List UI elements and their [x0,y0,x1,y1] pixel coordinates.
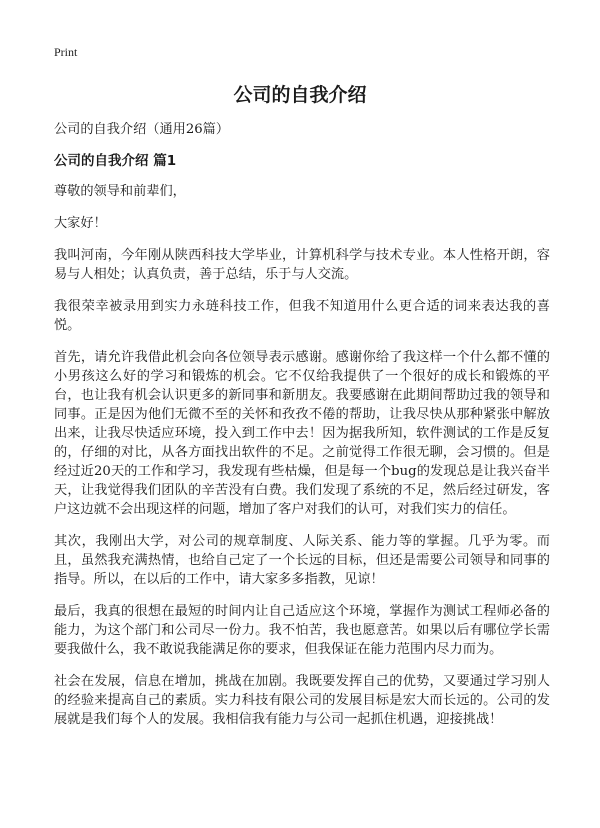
intro-paragraph: 我叫河南，今年刚从陕西科技大学毕业，计算机科学与技术专业。本人性格开朗，容易与人相处；认真负责，善于总结，乐于与人交流。 [54,248,550,282]
greeting-paragraph: 尊敬的领导和前辈们， [54,184,186,199]
print-link[interactable]: Print [54,45,78,59]
joy-paragraph: 我很荣幸被录用到实力永琏科技工作，但我不知道用什么更合适的词来表达我的喜悦。 [54,299,550,333]
document-subtitle: 公司的自我介绍（通用26篇） [54,122,230,137]
hello-paragraph: 大家好！ [54,216,107,231]
closing-paragraph: 社会在发展，信息在增加，挑战在加剧。我既要发挥自己的优势，又要通过学习别人的经验来提高自己的素质。实力科技有限公司的发展目标是宏大而长远的。公司的发展就是我们每个人的发展。我相信我有能力与公司一起抓住机遇，迎接挑战！ [54,674,550,727]
document-body [54,120,550,742]
second-paragraph: 其次，我刚出大学，对公司的规章制度、人际关系、能力等的掌握。几乎为零。而且，虽然我充满热情，也给自己定了一个长远的目标，但还是需要公司领导和同事的指导。所以，在以后的工作中，请大家多多指教，见谅！ [54,534,550,587]
section-heading: 公司的自我介绍 篇1 [54,153,177,169]
thanks-paragraph: 首先，请允许我借此机会向各位领导表示感谢。感谢你给了我这样一个什么都不懂的小男孩这么好的学习和锻炼的机会。它不仅给我提供了一个很好的成长和锻炼的平台，也让我有机会认识更多的新同事和新朋友。我要感谢在此期间帮助过我的领导和同事。正是因为他们无微不至的关怀和孜孜不倦的帮助，让我尽快从那种紧张中解放出来，让我尽快适应环境，投入到工作中去！因为据我所知，软件测试的工作是反复的，仔细的对比，从各方面找出软件的不足。之前觉得工作很无聊，会习惯的。但是经过近20天的工作和学习，我发现有些枯燥，但是每一个bug的发现总是让我兴奋半天，让我觉得我们团队的辛苦没有白费。我们发现了系统的不足，然后经过研发，客户这边就不会出现这样的问题，增加了客户对我们的认可，对我们实力的信任。 [54,350,550,517]
document-title: 公司的自我介绍 [233,84,367,106]
final-paragraph: 最后，我真的很想在最短的时间内让自己适应这个环境，掌握作为测试工程师必备的能力，为这个部门和公司尽一份力。我不怕苦，我也愿意苦。如果以后有哪位学长需要我做什么，我不敢说我能满足你的要求，但我保证在能力范围内尽力而为。 [54,604,550,657]
